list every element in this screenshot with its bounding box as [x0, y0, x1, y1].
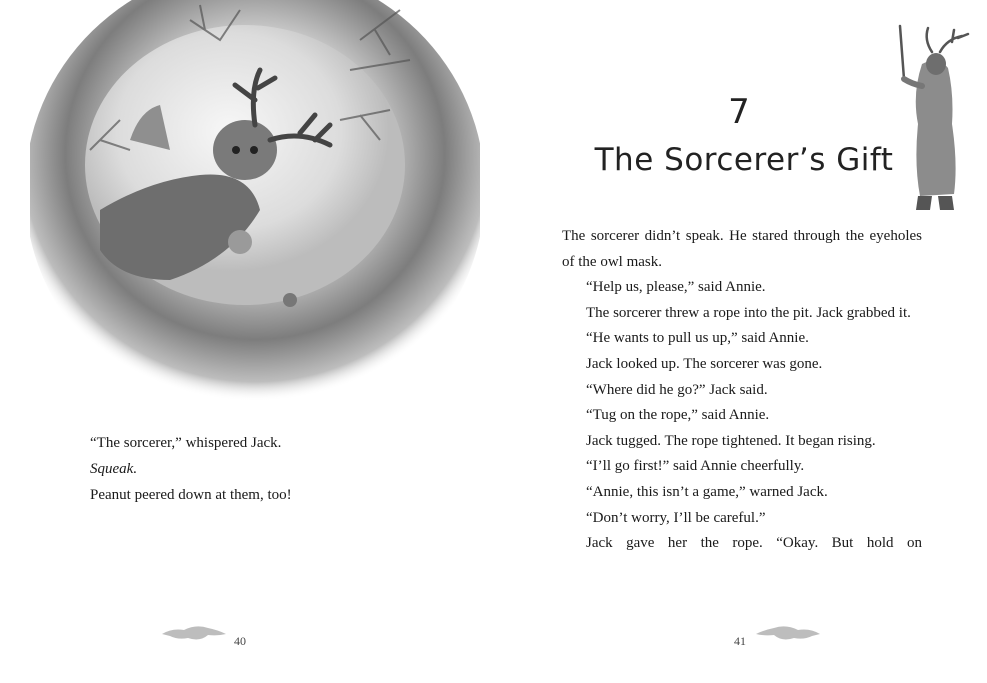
right-paragraph-7: “Tug on the rope,” said Annie.	[586, 407, 770, 424]
left-paragraph-2: Squeak.	[90, 461, 138, 477]
page-number-right: 41	[734, 634, 746, 648]
right-paragraph-9: “I’ll go first!” said Annie cheerfully.	[586, 458, 805, 475]
right-paragraph-1: The sorcerer didn’t speak. He stared through the eyeholes of the owl mask.	[562, 228, 922, 270]
left-paragraph-3: Peanut peered down at them, too!	[90, 487, 292, 503]
right-paragraph-12: Jack gave her the rope. “Okay. But hold on	[586, 535, 922, 552]
left-page-text	[90, 430, 470, 508]
left-page	[0, 0, 493, 683]
right-paragraph-3: The sorcerer threw a rope into the pit. Jack grabbed it.	[586, 304, 911, 321]
right-page	[494, 0, 987, 683]
running-animal-icon	[160, 622, 230, 644]
left-paragraph-1: “The sorcerer,” whispered Jack.	[90, 435, 282, 451]
sorcerer-illustration	[892, 24, 972, 214]
page-number-left: 40	[234, 634, 246, 648]
right-page-footer	[724, 620, 824, 650]
right-paragraph-11: “Don’t worry, I’ll be careful.”	[586, 509, 766, 526]
right-page-text	[562, 224, 922, 557]
right-paragraph-8: Jack tugged. The rope tightened. It began rising.	[586, 432, 876, 449]
running-animal-icon	[752, 622, 822, 644]
right-paragraph-2: “Help us, please,” said Annie.	[586, 279, 766, 296]
right-paragraph-5: Jack looked up. The sorcerer was gone.	[586, 355, 823, 372]
right-paragraph-6: “Where did he go?” Jack said.	[586, 381, 768, 398]
pit-illustration	[30, 0, 480, 420]
chapter-number: 7	[728, 92, 750, 132]
right-paragraph-10: “Annie, this isn’t a game,” warned Jack.	[586, 483, 828, 500]
left-page-footer	[160, 620, 260, 650]
chapter-title: The Sorcerer’s Gift	[594, 142, 894, 178]
right-paragraph-4: “He wants to pull us up,” said Annie.	[586, 330, 809, 347]
